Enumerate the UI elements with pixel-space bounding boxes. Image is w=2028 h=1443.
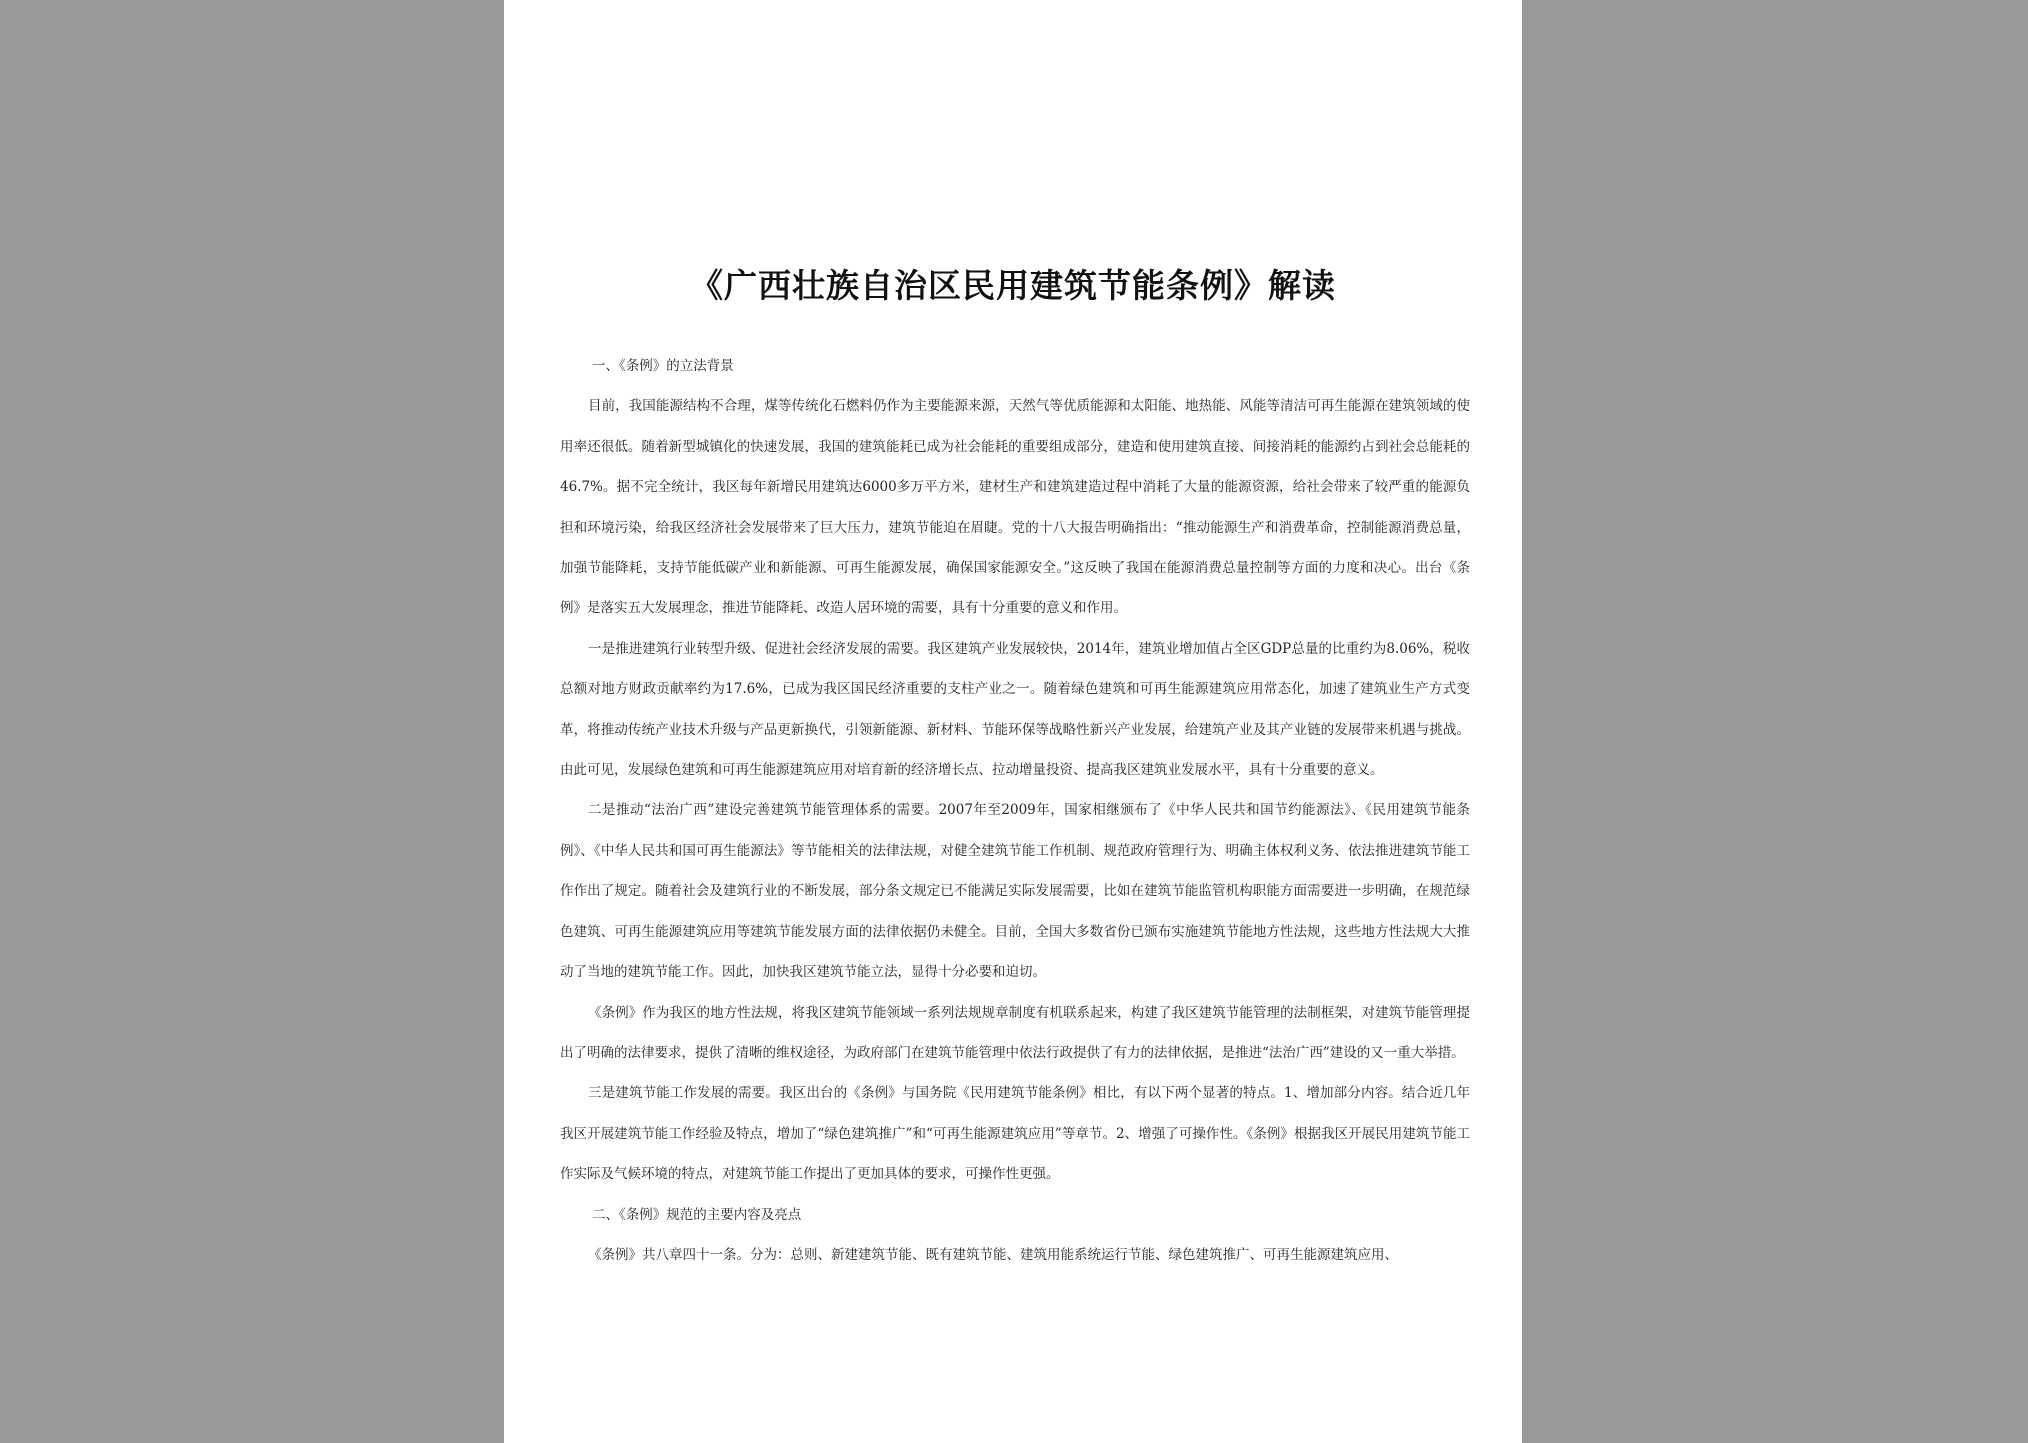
section-heading-2: 二、《条例》规范的主要内容及亮点 [592, 1206, 802, 1223]
document-body [560, 346, 1470, 1275]
paragraph-structure: 《条例》共八章四十一条。分为：总则、新建建筑节能、既有建筑节能、建筑用能系统运行节能、绿色建筑推广、可再生能源建筑应用、 [588, 1246, 1398, 1263]
paragraph-point-two: 二是推动“法治广西”建设完善建筑节能管理体系的需要。2007年至2009年，国家相继颁布了《中华人民共和国节约能源法》、《民用建筑节能条例》、《中华人民共和国可再生能源法》等节能相关的法律法规，对健全建筑节能工作机制、规范政府管理行为、明确主体权利义务、依法推进建筑节能工作作出了规定。随着社会及建筑行业的不断发展，部分条文规定已不能满足实际发展需要，比如在建筑节能监管机构职能方面需要进一步明确，在规范绿色建筑、可再生能源建筑应用等建筑节能发展方面的法律依据仍未健全。目前，全国大多数省份已颁布实施建筑节能地方性法规，这些地方性法规大大推动了当地的建筑节能工作。因此，加快我区建筑节能立法，显得十分必要和迫切。 [560, 802, 1470, 981]
section-heading-1: 一、《条例》的立法背景 [592, 358, 734, 374]
paragraph-regulation-role: 《条例》作为我区的地方性法规，将我区建筑节能领域一系列法规规章制度有机联系起来，构建了我区建筑节能管理的法制框架，对建筑节能管理提出了明确的法律要求，提供了清晰的维权途径，为政府部门在建筑节能管理中依法行政提供了有力的法律依据，是推进“法治广西”建设的又一重大举措。 [560, 1004, 1470, 1061]
paragraph-background: 目前，我国能源结构不合理，煤等传统化石燃料仍作为主要能源来源，天然气等优质能源和太阳能、地热能、风能等清洁可再生能源在建筑领域的使用率还很低。随着新型城镇化的快速发展，我国的建筑能耗已成为社会能耗的重要组成部分，建造和使用建筑直接、间接消耗的能源约占到社会总能耗的46.7%。据不完全统计，我区每年新增民用建筑达6000多万平方米，建材生产和建筑建造过程中消耗了大量的能源资源，给社会带来了较严重的能源负担和环境污染，给我区经济社会发展带来了巨大压力，建筑节能迫在眉睫。党的十八大报告明确指出：“推动能源生产和消费革命，控制能源消费总量，加强节能降耗，支持节能低碳产业和新能源、可再生能源发展，确保国家能源安全。”这反映了我国在能源消费总量控制等方面的力度和决心。出台《条例》是落实五大发展理念，推进节能降耗、改造人居环境的需要，具有十分重要的意义和作用。 [560, 398, 1470, 617]
document-page [504, 0, 1522, 1443]
paragraph-point-three: 三是建筑节能工作发展的需要。我区出台的《条例》与国务院《民用建筑节能条例》相比，有以下两个显著的特点。1、增加部分内容。结合近几年我区开展建筑节能工作经验及特点，增加了“绿色建筑推广”和“可再生能源建筑应用”等章节。2、增强了可操作性。《条例》根据我区开展民用建筑节能工作实际及气候环境的特点，对建筑节能工作提出了更加具体的要求，可操作性更强。 [560, 1085, 1470, 1183]
paragraph-point-one: 一是推进建筑行业转型升级、促进社会经济发展的需要。我区建筑产业发展较快，2014年，建筑业增加值占全区GDP总量的比重约为8.06%，税收总额对地方财政贡献率约为17.6%，已成为我区国民经济重要的支柱产业之一。随着绿色建筑和可再生能源建筑应用常态化，加速了建筑业生产方式变革，将推动传统产业技术升级与产品更新换代，引领新能源、新材料、节能环保等战略性新兴产业发展，给建筑产业及其产业链的发展带来机遇与挑战。由此可见，发展绿色建筑和可再生能源建筑应用对培育新的经济增长点、拉动增量投资、提高我区建筑业发展水平，具有十分重要的意义。 [560, 640, 1470, 779]
document-title: 《广西壮族自治区民用建筑节能条例》解读 [690, 266, 1336, 305]
